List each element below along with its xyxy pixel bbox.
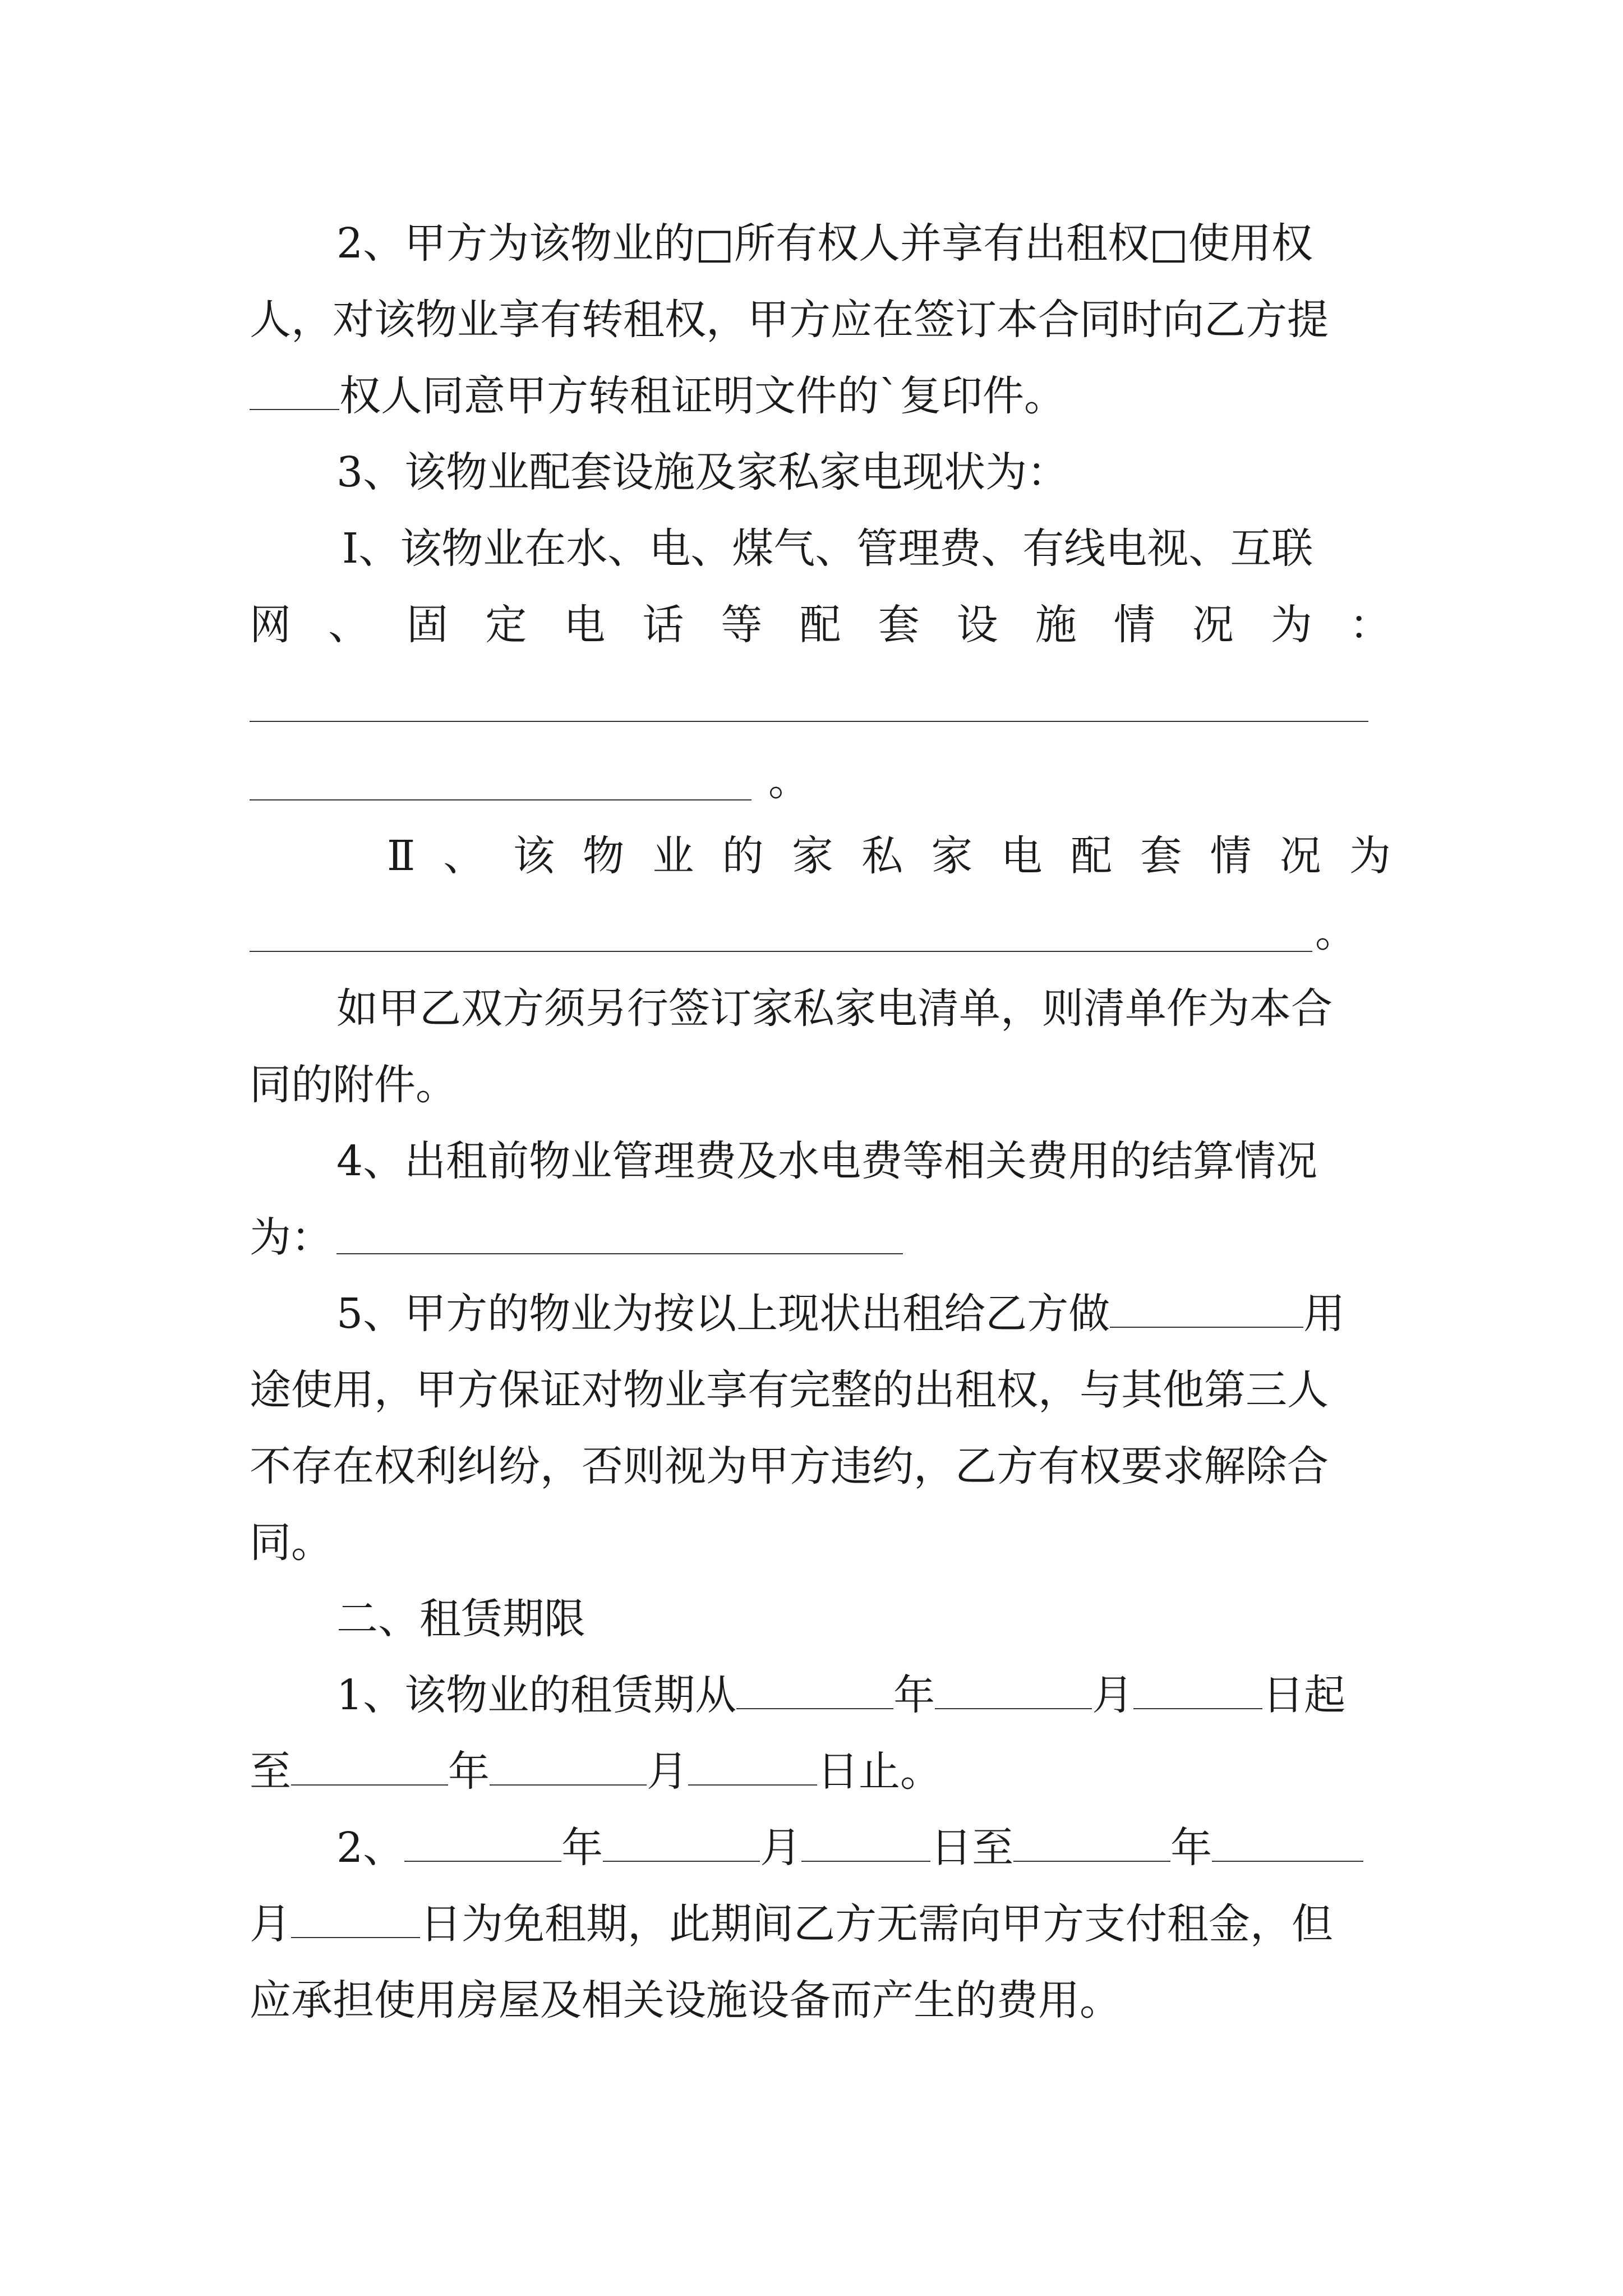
- paragraph-line: [250, 1362, 1391, 1418]
- fill-blank: [1212, 1824, 1363, 1862]
- paragraph-line: [250, 1209, 1391, 1266]
- text-run: 年: [893, 1671, 935, 1719]
- paragraph-line: [336, 1286, 1391, 1342]
- text-run: 月: [250, 1900, 291, 1948]
- text-run: 年: [448, 1747, 490, 1796]
- text-run: 同的附件。: [250, 1061, 457, 1109]
- paragraph-line: [250, 1438, 1391, 1494]
- text-run: 月: [647, 1747, 688, 1796]
- fill-blank: [291, 1900, 420, 1938]
- paragraph-line: [387, 828, 1391, 884]
- text-run: 。: [768, 757, 810, 805]
- fill-blank: [404, 1824, 561, 1862]
- text-run: 5、甲方的物业为按以上现状出租给乙方做: [336, 1290, 1110, 1338]
- text-run: 网、固定电话等配套设施情况为：: [250, 601, 1391, 649]
- text-run: 用: [1303, 1290, 1345, 1338]
- fill-blank: [1110, 1290, 1303, 1328]
- fill-blank: [688, 1747, 817, 1786]
- fill-blank: [1133, 1671, 1262, 1709]
- paragraph-line: [250, 1972, 1391, 2028]
- fill-rule: [336, 1253, 903, 1254]
- paragraph-line: [336, 1133, 1391, 1189]
- text-run: 日为免租期，此期间乙方无需向甲方支付租金，但: [420, 1900, 1333, 1948]
- text-run: 途使用，甲方保证对物业享有完整的出租权，与其他第三人: [250, 1366, 1329, 1414]
- text-run: 年: [1170, 1824, 1212, 1872]
- text-run: 月: [1092, 1671, 1134, 1719]
- paragraph-line: [336, 1667, 1391, 1723]
- fill-blank: [603, 1824, 760, 1862]
- section-heading: [336, 1591, 1391, 1647]
- fill-blank: [1013, 1824, 1170, 1862]
- text-run: 日起: [1262, 1671, 1346, 1719]
- text-run: Ⅱ、该物业的家私家电配套情况为: [387, 832, 1391, 880]
- paragraph-line: [768, 753, 880, 809]
- text-run: 人，对该物业享有转租权，甲方应在签订本合同时向乙方提: [250, 296, 1329, 344]
- fill-blank: [291, 1747, 448, 1786]
- text-run: 二、租赁期限: [336, 1595, 585, 1643]
- fill-blank: [801, 1824, 930, 1862]
- paragraph-line: [250, 1057, 1391, 1113]
- fill-rule: [250, 721, 1368, 722]
- fill-rule: [250, 799, 751, 800]
- paragraph-line: [1315, 904, 1427, 960]
- text-run: 权人同意甲方转租证明文件的`复印件。: [339, 372, 1066, 420]
- text-run: 月: [760, 1824, 802, 1872]
- text-run: 日止。: [817, 1747, 942, 1796]
- paragraph-line: [250, 597, 1391, 653]
- text-run: 1、该物业的租赁期从: [336, 1671, 737, 1719]
- paragraph-line: [250, 1743, 1391, 1800]
- text-run: 2、: [336, 1824, 405, 1872]
- text-run: 如甲乙双方须另行签订家私家电清单，则清单作为本合: [336, 984, 1332, 1033]
- text-run: 3、该物业配套设施及家私家电现状为：: [336, 448, 1069, 496]
- paragraph-line: [250, 1896, 1391, 1952]
- text-run: 。: [1315, 908, 1357, 956]
- fill-blank: [250, 372, 339, 410]
- paragraph-line: [336, 981, 1391, 1037]
- fill-blank: [490, 1747, 647, 1786]
- text-run: 为：: [250, 1213, 333, 1262]
- text-run: 4、出租前物业管理费及水电费等相关费用的结算情况: [336, 1137, 1318, 1185]
- text-run: Ⅰ、该物业在水、电、煤气、管理费、有线电视、互联: [342, 524, 1313, 573]
- text-run: 不存在权利纠纷，否则视为甲方违约，乙方有权要求解除合: [250, 1442, 1329, 1490]
- paragraph-line: [250, 368, 1391, 424]
- text-run: 至: [250, 1747, 291, 1796]
- paragraph-line: [336, 1820, 1391, 1876]
- paragraph-line: [342, 521, 1391, 577]
- fill-blank: [736, 1671, 893, 1709]
- text-run: 同。: [250, 1519, 333, 1567]
- paragraph-line: [250, 1515, 1391, 1571]
- fill-rule: [250, 951, 1312, 952]
- text-run: 日至: [930, 1824, 1014, 1872]
- text-run: 年: [561, 1824, 603, 1872]
- fill-blank: [935, 1671, 1092, 1709]
- text-run: 应承担使用房屋及相关设施设备而产生的费用。: [250, 1976, 1121, 2024]
- text-run: 2、甲方为该物业的□所有权人并享有出租权□使用权: [336, 219, 1313, 268]
- paragraph-line: [336, 215, 1391, 272]
- paragraph-line: [250, 292, 1391, 348]
- paragraph-line: [336, 444, 1391, 500]
